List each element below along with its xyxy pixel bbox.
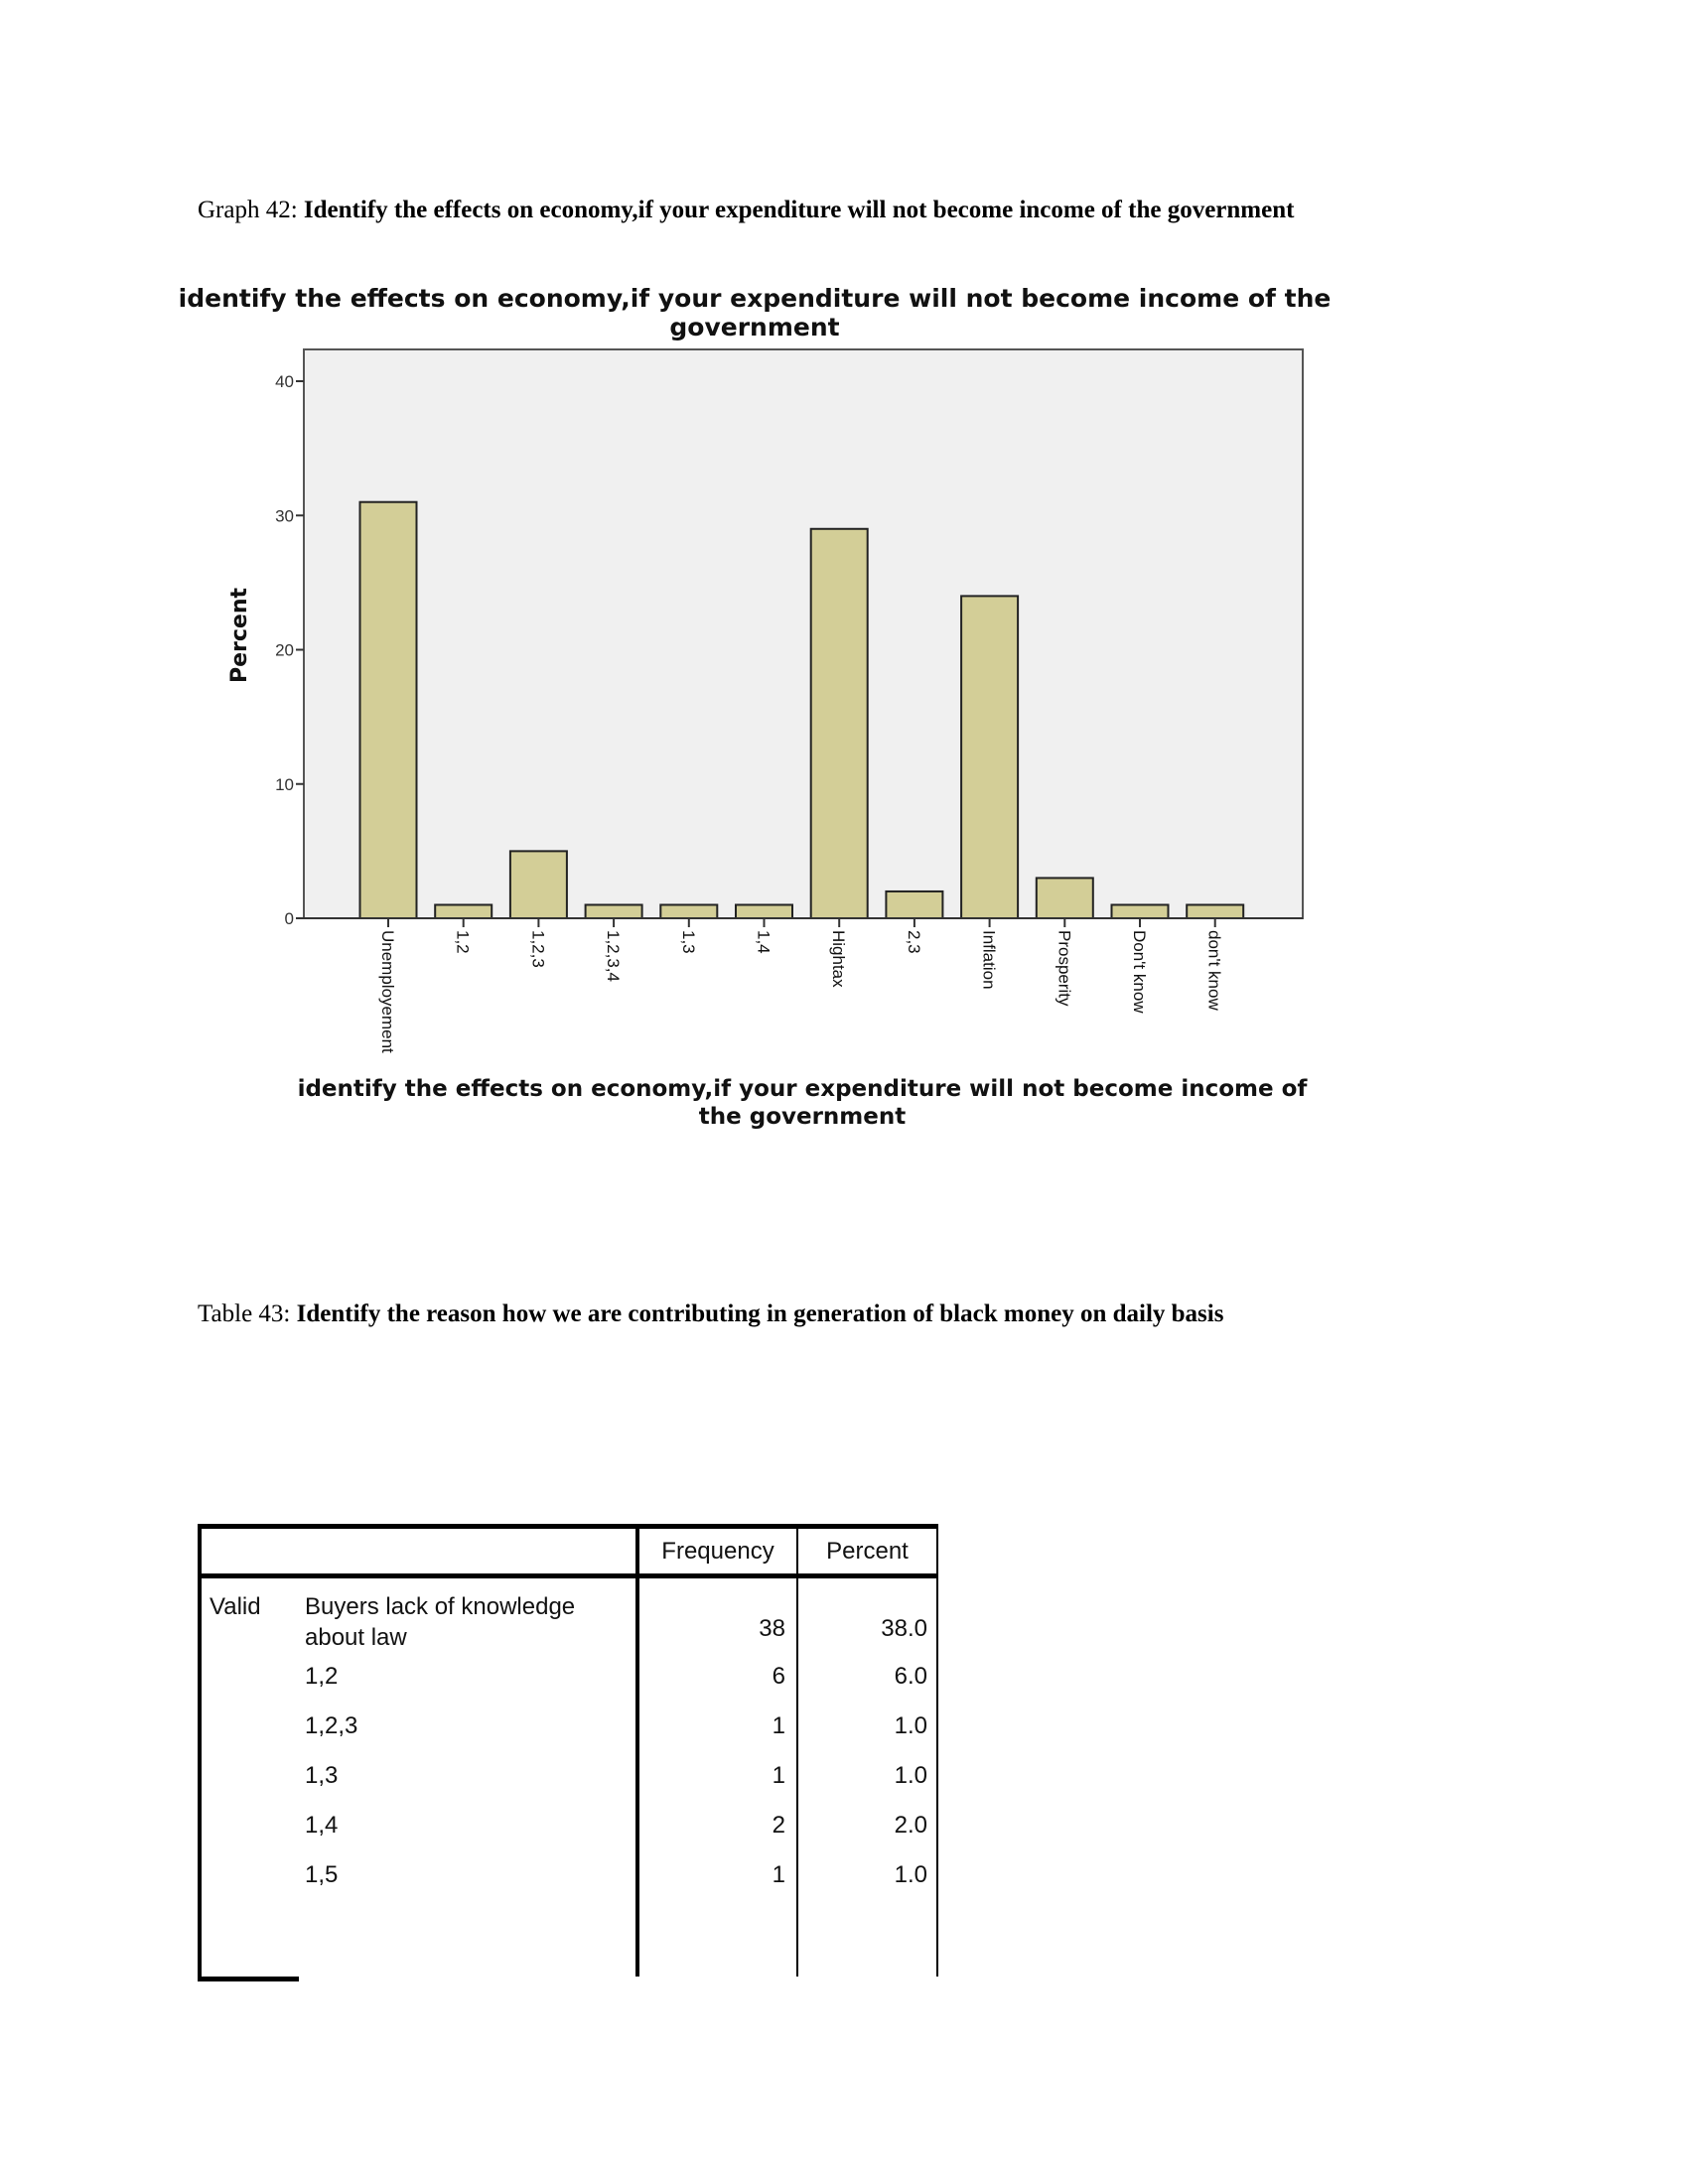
row-label: Buyers lack of knowledge (305, 1593, 576, 1620)
row-percent: 1.0 (894, 1712, 927, 1739)
row-frequency: 1 (772, 1861, 785, 1888)
x-tick-label: 2,3 (904, 930, 923, 954)
row-frequency: 6 (772, 1663, 785, 1690)
table-divider (796, 1524, 798, 1977)
bar (1187, 904, 1243, 918)
bar (660, 904, 717, 918)
graph-heading-title: Identify the effects on economy,if your expenditure will not become income of the government (303, 197, 1295, 223)
bar (435, 904, 492, 918)
table-bottom-border (198, 1977, 299, 1981)
plot-area (304, 349, 1303, 918)
x-axis-title-line2: the government (698, 1104, 907, 1130)
bar (961, 596, 1018, 918)
y-tick-label: 0 (284, 909, 294, 928)
x-tick-label: Don't know (1130, 930, 1149, 1014)
y-axis (275, 372, 304, 928)
y-tick-label: 10 (275, 774, 294, 794)
bar (1112, 904, 1169, 918)
y-axis-label: Percent (227, 587, 252, 684)
chart-title-line1: identify the effects on economy,if your expenditure will not become income of the (178, 284, 1332, 313)
bar (360, 502, 417, 918)
row-label: 1,2,3 (305, 1712, 358, 1739)
y-tick-label: 30 (275, 506, 294, 526)
row-frequency: 2 (772, 1812, 785, 1839)
row-percent: 6.0 (894, 1663, 927, 1690)
row-label: 1,3 (305, 1762, 339, 1789)
x-axis-title-line1: identify the effects on economy,if your expenditure will not become income of (297, 1076, 1308, 1102)
row-label-cont: about law (305, 1624, 407, 1651)
x-tick-label: 1,2,3,4 (604, 930, 624, 982)
frequency-table (198, 1524, 938, 1980)
x-tick-label: don't know (1204, 930, 1224, 1011)
bar (1037, 878, 1093, 918)
y-tick-label: 20 (275, 640, 294, 660)
row-frequency: 1 (772, 1712, 785, 1739)
row-percent: 2.0 (894, 1812, 927, 1839)
x-tick-label: Prosperity (1055, 930, 1074, 1007)
row-label: 1,4 (305, 1812, 339, 1839)
row-percent: 38.0 (881, 1615, 927, 1642)
bar (736, 904, 792, 918)
row-frequency: 1 (772, 1762, 785, 1789)
row-label: 1,5 (305, 1861, 339, 1888)
row-label: 1,2 (305, 1663, 339, 1690)
bar (811, 529, 868, 918)
x-tick-label: Hightax (829, 930, 849, 988)
y-tick-label: 40 (275, 372, 294, 391)
x-tick-label: 1,4 (754, 930, 774, 954)
header-percent: Percent (826, 1538, 909, 1565)
graph-heading-prefix: Graph 42: (198, 197, 304, 223)
x-tick-label: Unemployement (378, 930, 397, 1053)
x-axis (304, 918, 1303, 1053)
table-divider (635, 1524, 639, 1977)
table-top-border (198, 1524, 938, 1529)
table-header-border (198, 1573, 938, 1578)
row-percent: 1.0 (894, 1861, 927, 1888)
table-heading (198, 1300, 1223, 1328)
x-tick-label: Inflation (979, 930, 999, 990)
bar (886, 891, 942, 918)
x-tick-label: 1,2 (453, 930, 473, 954)
x-tick-label: 1,2,3 (528, 930, 548, 968)
row-percent: 1.0 (894, 1762, 927, 1789)
table-left-border (198, 1524, 202, 1980)
table-heading-title: Identify the reason how we are contributing in generation of black money on daily basis (296, 1300, 1224, 1327)
table-heading-prefix: Table 43: (198, 1300, 297, 1327)
row-frequency: 38 (759, 1615, 785, 1642)
x-tick-label: 1,3 (678, 930, 698, 954)
chart-title-line2: government (669, 313, 840, 341)
group-label-valid: Valid (210, 1593, 261, 1620)
header-frequency: Frequency (661, 1538, 774, 1565)
bar (510, 851, 567, 918)
table-right-border (936, 1524, 938, 1977)
bar (586, 904, 642, 918)
